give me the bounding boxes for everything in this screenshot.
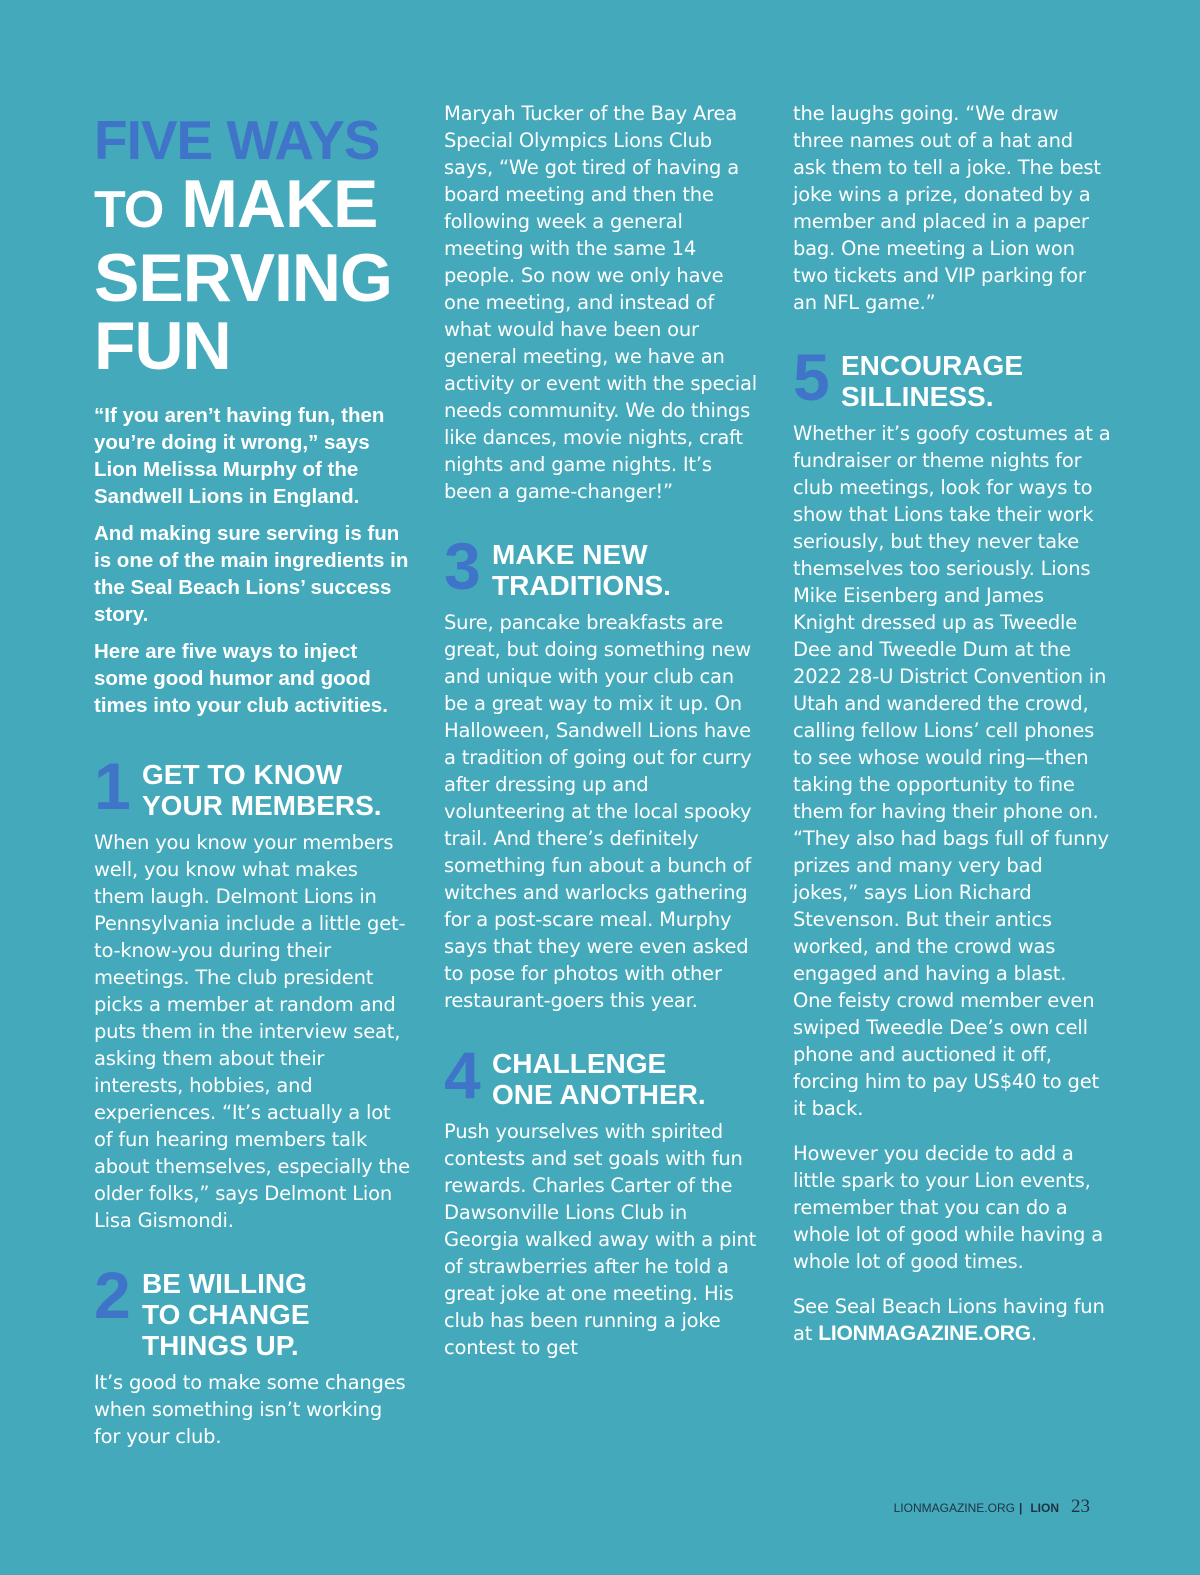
page-footer <box>894 1496 1090 1518</box>
headline-serving: SERVING <box>94 240 392 316</box>
section-title-line: BE WILLING <box>142 1268 307 1299</box>
section-title-line: SILLINESS. <box>841 381 994 412</box>
lionmagazine-link[interactable]: LIONMAGAZINE.ORG <box>818 1322 1031 1345</box>
section-title-line: YOUR MEMBERS. <box>142 790 382 821</box>
section-number: 1 <box>94 749 131 823</box>
section-body: Sure, pancake breakfasts are great, but doing something new and unique with your club can be a great way to mix it up. On Halloween, Sandwell Lions have a tradition of going out for curry after dressing up and volunteering at the local spooky trail. And there’s definitely something fun about a bunch of witches and warlocks gathering for a post-scare meal. Murphy says that they were even asked to pose for photos with other restaurant-goers this year. <box>444 611 752 1012</box>
section-title <box>142 755 382 821</box>
headline-to: TO <box>94 181 164 239</box>
section-body: Whether it’s goofy costumes at a fundraiser or theme nights for club meetings, look for ways to show that Lions take their work seriously, but they never take themselves too seriously. Lions Mike Eisenberg and James Knight dressed up as Tweedle Dee and Tweedle Dum at the 2022 28-U District Convention in Utah and wandered the crowd, calling fellow Lions’ cell phones to see whose would ring—then taking the opportunity to fine them for having their phone on. “They also had bags full of funny prizes and many very bad jokes,” says Lion Richard Stevenson. But their antics worked, and the crowd was engaged and having a blast. One feisty crowd member even swiped Tweedle Dee’s own cell phone and auctioned it off, forcing him to pay US$40 to get it back. <box>793 422 1111 1120</box>
section-title-line: ENCOURAGE <box>841 350 1024 381</box>
section-body: Push yourselves with spirited contests and set goals with fun rewards. Charles Carter of the Dawsonville Lions Club in Georgia walked away with a pint of strawberries after he told a great joke at one meeting. His club has been running a joke contest to get <box>444 1120 757 1359</box>
section-title-line: CHALLENGE <box>492 1048 667 1079</box>
section-number: 5 <box>793 340 830 414</box>
section-title <box>142 1264 310 1361</box>
section-title-line: GET TO KNOW <box>142 759 343 790</box>
section-body-continued: Maryah Tucker of the Bay Area Special Olympics Lions Club says, “We got tired of having a board meeting and then the following week a general meeting with the same 14 people. So now we only have one meeting, and instead of what would have been our general meeting, we have an activity or event with the special needs community. We do things like dances, movie nights, craft nights and game nights. It’s been a game-changer!” <box>444 102 757 503</box>
column-2 <box>444 100 762 1361</box>
closing-see-prefix: See Seal Beach Lions having fun at <box>793 1295 1105 1345</box>
section-title <box>492 1044 706 1110</box>
footer-site: LIONMAGAZINE.ORG <box>893 1501 1015 1515</box>
intro-paragraph: “If you aren’t having fun, then you’re doing it wrong,” says Lion Melissa Murphy of the Sandwell Lions in England. <box>94 404 385 508</box>
section-body: When you know your members well, you know what makes them laugh. Delmont Lions in Pennsylvania include a little get-to-know-you during their meetings. The club president picks a member at random and puts them in the interview seat, asking them about their interests, hobbies, and experiences. “It’s actually a lot of fun hearing members talk about themselves, especially the older folks,” says Delmont Lion Lisa Gismondi. <box>94 831 410 1232</box>
section-body-continued: the laughs going. “We draw three names out of a hat and ask them to tell a joke. The best joke wins a prize, donated by a member and placed in a paper bag. One meeting a Lion won two tickets and VIP parking for an NFL game.” <box>793 102 1101 314</box>
footer-separator: | <box>1018 1501 1023 1515</box>
section-title-line: MAKE NEW <box>492 539 648 570</box>
section-title <box>492 535 671 601</box>
closing-paragraph: However you decide to add a little spark to your Lion events, remember that you can do a whole lot of good while having a whole lot of good times. <box>793 1142 1103 1273</box>
headline <box>94 109 412 384</box>
footer-brand: LION <box>1030 1501 1059 1515</box>
section-heading-4 <box>444 1038 762 1112</box>
section-heading-5 <box>793 340 1111 414</box>
page-number: 23 <box>1071 1496 1090 1517</box>
headline-fun: FUN <box>94 308 231 384</box>
column-1 <box>94 100 412 1450</box>
section-number: 2 <box>94 1258 131 1332</box>
section-title-line: TRADITIONS. <box>492 570 671 601</box>
headline-five-ways: FIVE WAYS <box>94 109 380 171</box>
section-title-line: ONE ANOTHER. <box>492 1079 706 1110</box>
section-number: 4 <box>444 1038 481 1112</box>
section-heading-3 <box>444 529 762 603</box>
column-3 <box>793 100 1111 1347</box>
closing-see-suffix: . <box>1030 1322 1037 1345</box>
intro-paragraph: Here are five ways to inject some good humor and good times into your club activities. <box>94 640 388 717</box>
section-title-line: THINGS UP. <box>142 1330 299 1361</box>
closing-see-more <box>793 1293 1111 1347</box>
section-title <box>841 346 1023 412</box>
intro-paragraph: And making sure serving is fun is one of the main ingredients in the Seal Beach Lions’ success story. <box>94 522 409 626</box>
section-heading-2 <box>94 1258 412 1361</box>
headline-main <box>94 166 412 384</box>
section-number: 3 <box>444 529 481 603</box>
headline-make: MAKE <box>181 166 378 242</box>
section-title-line: TO CHANGE <box>142 1299 310 1330</box>
section-heading-1 <box>94 749 412 823</box>
section-body: It’s good to make some changes when something isn’t working for your club. <box>94 1371 406 1448</box>
